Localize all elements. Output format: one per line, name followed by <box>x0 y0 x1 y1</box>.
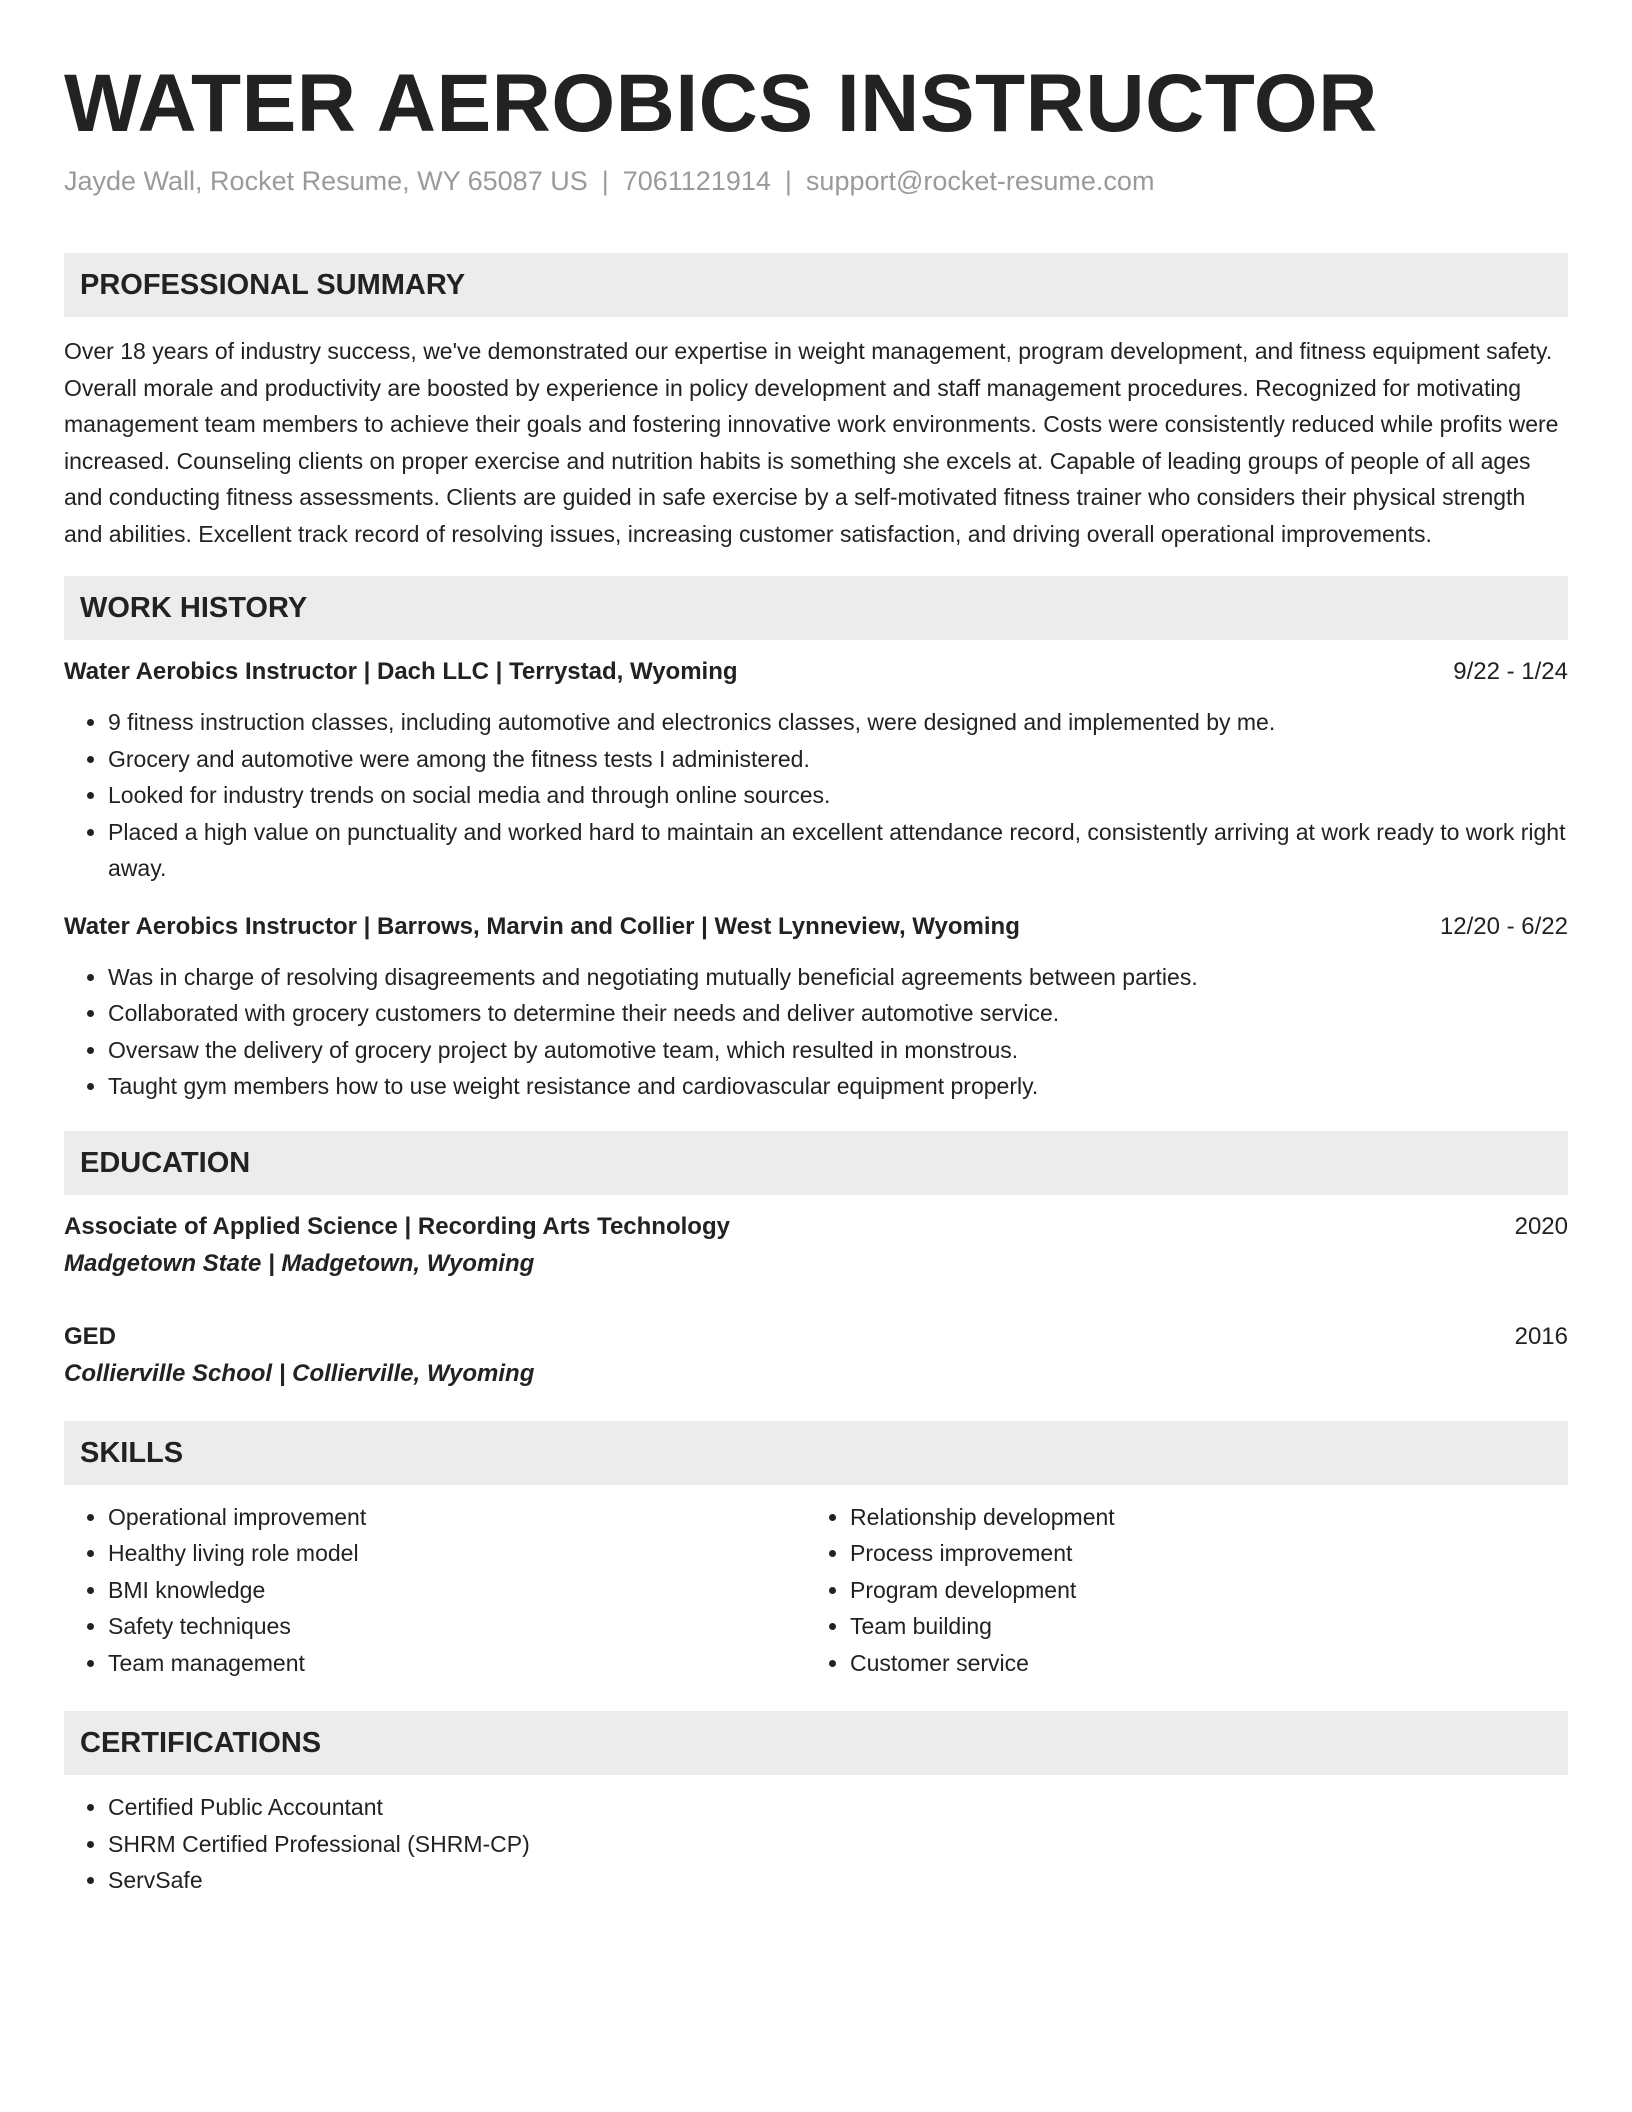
resume-title: WATER AEROBICS INSTRUCTOR <box>64 58 1378 149</box>
job-bullet: • Oversaw the delivery of grocery project by automotive team, which resulted in monstrous. <box>108 1032 1568 1069</box>
skill-item: • Program development <box>850 1572 1568 1609</box>
skill-item: • BMI knowledge <box>108 1572 806 1609</box>
job-dates: 9/22 - 1/24 <box>1453 658 1568 685</box>
job-bullets <box>64 704 1568 887</box>
skills-column-right <box>806 1499 1568 1682</box>
contact-separator: | <box>601 166 609 196</box>
section-heading-skills: SKILLS <box>64 1421 1568 1485</box>
skills-grid <box>64 1499 1568 1682</box>
job-bullet: • Collaborated with grocery customers to determine their needs and deliver automotive service. <box>108 995 1568 1032</box>
contact-line <box>64 164 1568 198</box>
job-title: Water Aerobics Instructor | Barrows, Marvin and Collier | West Lynneview, Wyoming <box>64 912 1020 940</box>
certification-item: • SHRM Certified Professional (SHRM-CP) <box>108 1826 1568 1863</box>
education-entry <box>64 1319 1568 1393</box>
section-heading-education: EDUCATION <box>64 1131 1568 1195</box>
skill-item: • Safety techniques <box>108 1608 806 1645</box>
contact-address: Jayde Wall, Rocket Resume, WY 65087 US <box>64 166 588 196</box>
skill-item: • Operational improvement <box>108 1499 806 1536</box>
education-school: Collierville School | Collierville, Wyoming <box>64 1359 535 1387</box>
skill-item: • Healthy living role model <box>108 1535 806 1572</box>
skill-item: • Relationship development <box>850 1499 1568 1536</box>
education-header <box>64 1209 1568 1245</box>
education-year: 2016 <box>1514 1322 1568 1350</box>
job-bullet: • Placed a high value on punctuality and worked hard to maintain an excellent attendance record, consistently arriving at work ready to work right away. <box>108 814 1568 887</box>
job-bullet: • Grocery and automotive were among the fitness tests I administered. <box>108 741 1568 778</box>
job-bullets <box>64 959 1568 1105</box>
job-entry <box>64 654 1568 887</box>
certification-item: • ServSafe <box>108 1862 1568 1899</box>
contact-separator: | <box>784 166 792 196</box>
education-school: Madgetown State | Madgetown, Wyoming <box>64 1249 535 1277</box>
skill-item: • Team management <box>108 1645 806 1682</box>
contact-email: support@rocket-resume.com <box>805 166 1155 196</box>
section-heading-work-history: WORK HISTORY <box>64 576 1568 640</box>
skill-item: • Customer service <box>850 1645 1568 1682</box>
job-header <box>64 909 1568 945</box>
contact-phone: 7061121914 <box>622 166 771 196</box>
job-bullet: • Taught gym members how to use weight resistance and cardiovascular equipment properly. <box>108 1068 1568 1105</box>
summary-text: Over 18 years of industry success, we've demonstrated our expertise in weight management, program development, and fitness equipment safety. Overall morale and productivity are boosted by experience in policy development and staff management procedures. Recognized for motivating management team members to achieve their goals and fostering innovative work environments. Costs were consistently reduced while profits were increased. Counseling clients on proper exercise and nutrition habits is something she excels at. Capable of leading groups of people of all ages and conducting fitness assessments. Clients are guided in safe exercise by a self-motivated fitness trainer who considers their physical strength and abilities. Excellent track record of resolving issues, increasing customer satisfaction, and driving overall operational improvements. <box>64 338 1559 547</box>
certifications-list <box>64 1789 1568 1899</box>
job-header <box>64 654 1568 690</box>
job-bullet: • 9 fitness instruction classes, including automotive and electronics classes, were designed and implemented by me. <box>108 704 1568 741</box>
job-bullet: • Looked for industry trends on social media and through online sources. <box>108 777 1568 814</box>
education-header <box>64 1319 1568 1355</box>
certification-item: • Certified Public Accountant <box>108 1789 1568 1826</box>
education-year: 2020 <box>1514 1212 1568 1240</box>
section-heading-summary: PROFESSIONAL SUMMARY <box>64 253 1568 317</box>
job-entry <box>64 909 1568 1105</box>
education-degree: Associate of Applied Science | Recording Arts Technology <box>64 1212 730 1240</box>
job-dates: 12/20 - 6/22 <box>1439 912 1568 940</box>
section-heading-certifications: CERTIFICATIONS <box>64 1711 1568 1775</box>
education-degree: GED <box>64 1322 117 1350</box>
skills-column-left <box>64 1499 806 1682</box>
skill-item: • Team building <box>850 1608 1568 1645</box>
job-bullet: • Was in charge of resolving disagreements and negotiating mutually beneficial agreements between parties. <box>108 959 1568 996</box>
skill-item: • Process improvement <box>850 1535 1568 1572</box>
job-title: Water Aerobics Instructor | Dach LLC | Terrystad, Wyoming <box>64 658 738 685</box>
resume-page <box>64 0 1568 1899</box>
education-entry <box>64 1209 1568 1283</box>
